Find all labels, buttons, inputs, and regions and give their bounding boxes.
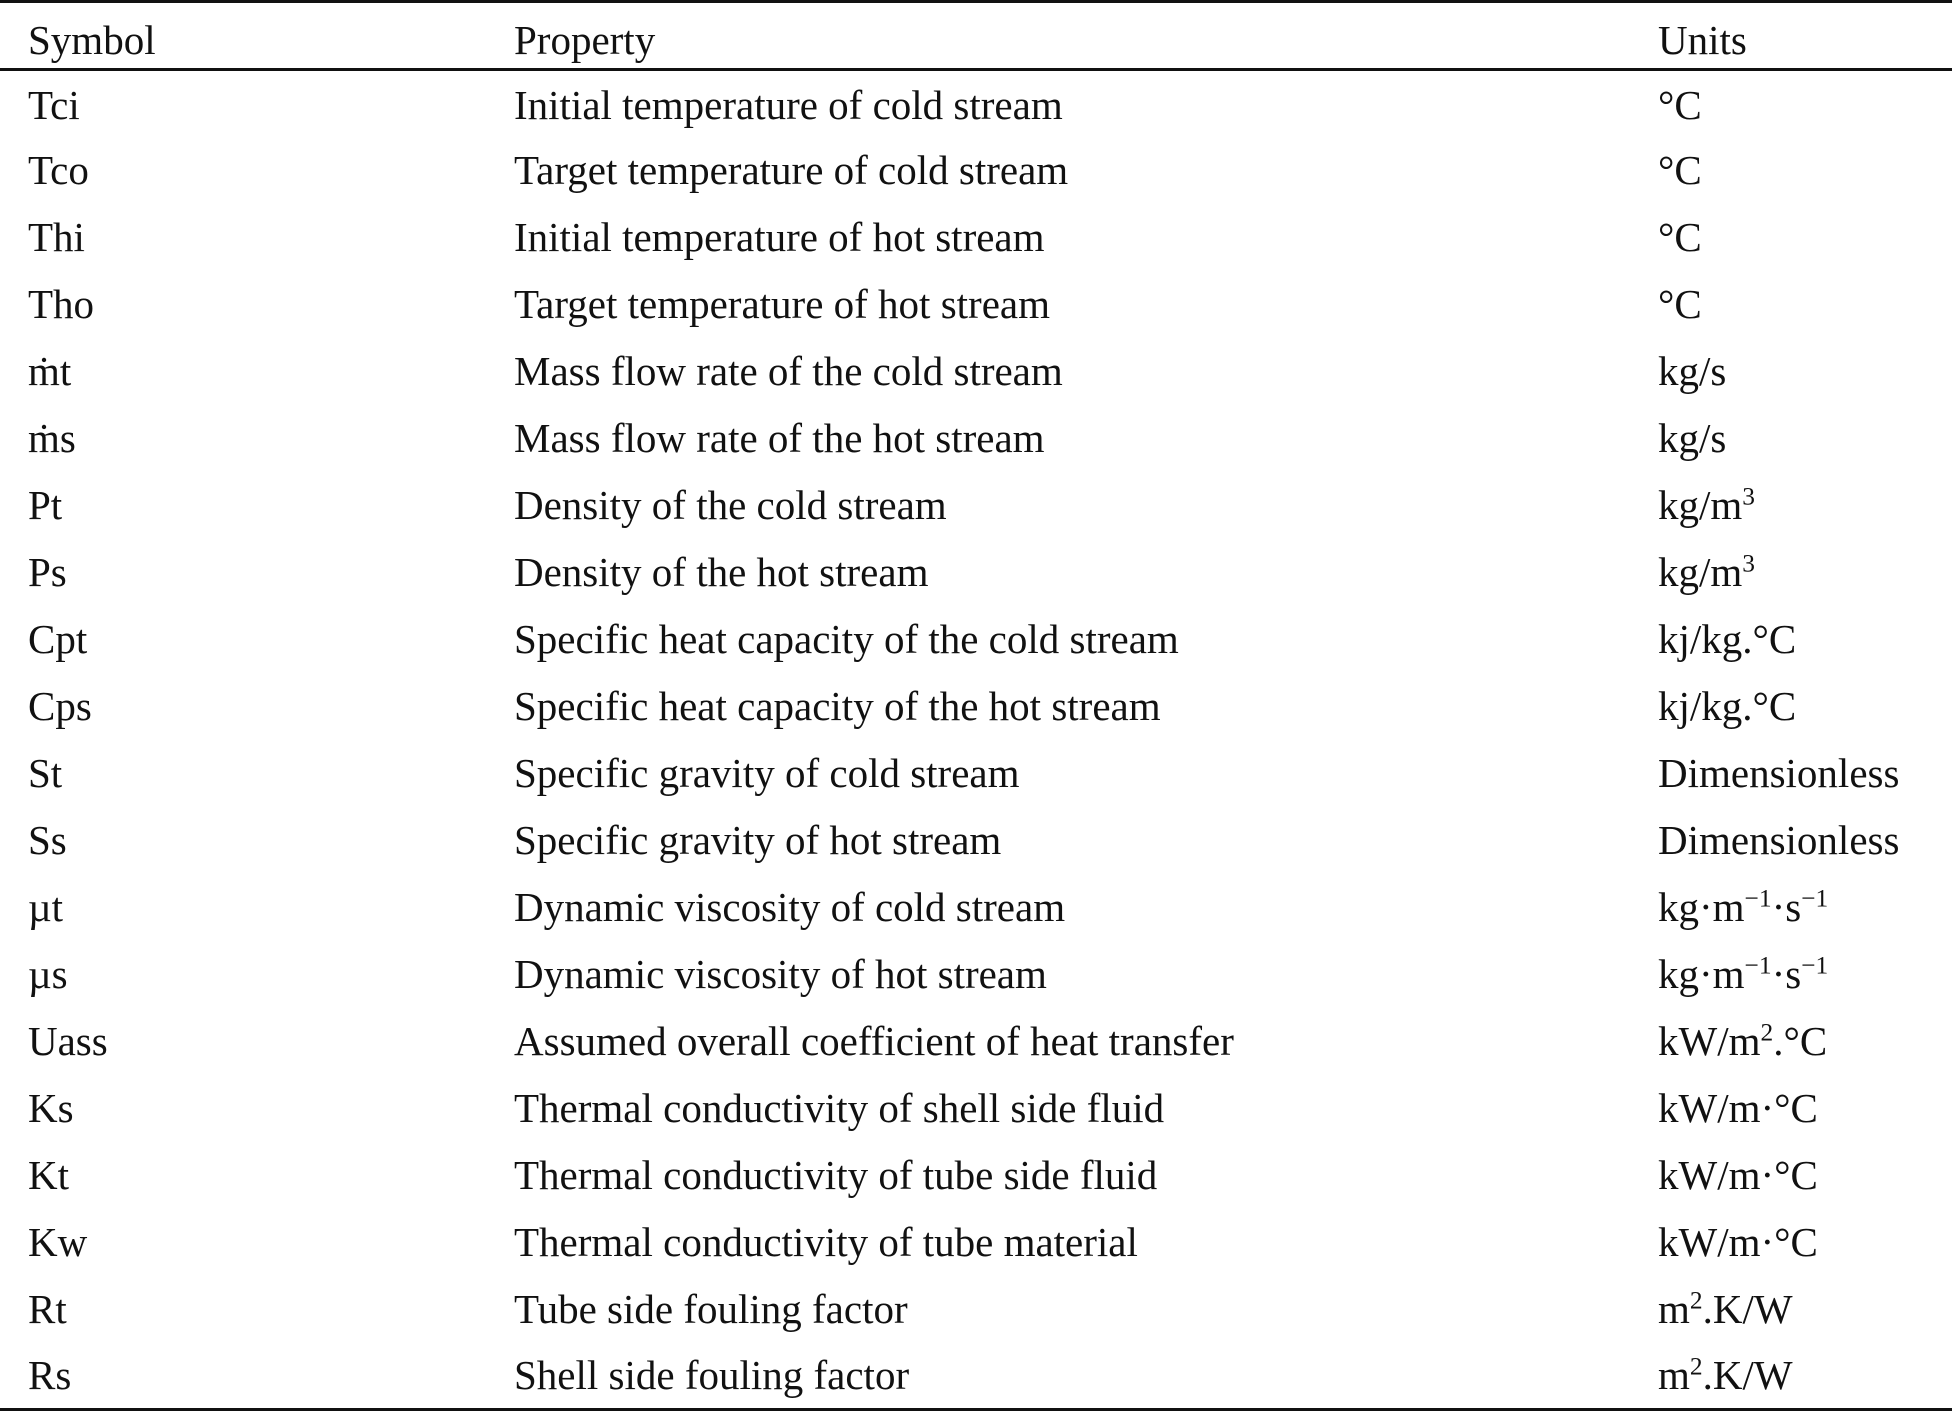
table-row (0, 338, 1952, 405)
unit-cell (1658, 271, 1952, 338)
table-row (0, 1075, 1952, 1142)
header-units: Units (1658, 2, 1952, 70)
property-cell: Specific heat capacity of the cold stream (514, 616, 1179, 662)
table-row (0, 673, 1952, 740)
table-row (0, 1343, 1952, 1410)
property-cell: Thermal conductivity of tube material (514, 1219, 1138, 1265)
property-cell: Specific heat capacity of the hot stream (514, 683, 1161, 729)
table-header (0, 2, 1952, 70)
property-cell: Shell side fouling factor (514, 1343, 1658, 1410)
property-cell: Density of the cold stream (514, 482, 947, 528)
symbol-cell: µt (28, 884, 64, 930)
table-row (0, 472, 1952, 539)
table-row (0, 740, 1952, 807)
unit-cell (1658, 1343, 1952, 1410)
unit-base: °C (1658, 81, 1702, 128)
property-cell: Mass flow rate of the cold stream (514, 348, 1063, 394)
table-row (0, 1142, 1952, 1209)
unit-tail: ·s (1771, 951, 1802, 997)
property-cell: Initial temperature of hot stream (514, 214, 1045, 260)
unit-superscript: 3 (1742, 549, 1755, 578)
unit-cell (1658, 1008, 1952, 1075)
header-symbol: Symbol (0, 2, 514, 70)
unit-base: °C (1658, 147, 1702, 193)
unit-superscript: −1 (1801, 884, 1829, 913)
symbol-cell: ṁs (28, 415, 76, 461)
unit-superscript: −1 (1744, 884, 1772, 913)
symbol-cell: Kw (28, 1219, 88, 1265)
unit-base: °C (1658, 281, 1702, 327)
unit-cell (1658, 204, 1952, 271)
unit-base: kg/s (1658, 348, 1727, 394)
unit-tail: .K/W (1702, 1286, 1793, 1332)
unit-cell (1658, 941, 1952, 1008)
table-row (0, 70, 1952, 137)
table-row (0, 606, 1952, 673)
unit-superscript: 3 (1742, 482, 1755, 511)
unit-cell (1658, 606, 1952, 673)
unit-base: kW/m·°C (1658, 1152, 1818, 1198)
unit-superscript: 2 (1760, 1018, 1774, 1047)
unit-cell (1658, 1142, 1952, 1209)
unit-tail: .°C (1773, 1018, 1828, 1064)
table-row (0, 807, 1952, 874)
unit-base: kg/m (1658, 549, 1743, 595)
symbol-cell: Tco (28, 147, 89, 193)
property-cell: Assumed overall coefficient of heat transfer (514, 1018, 1234, 1064)
unit-base: kW/m·°C (1658, 1219, 1818, 1265)
unit-cell (1658, 807, 1952, 874)
table-row (0, 874, 1952, 941)
symbol-cell: Cpt (28, 616, 88, 662)
symbol-cell: Thi (28, 214, 85, 260)
unit-cell (1658, 137, 1952, 204)
unit-base: °C (1658, 214, 1702, 260)
property-cell: Mass flow rate of the hot stream (514, 415, 1045, 461)
property-cell: Dynamic viscosity of hot stream (514, 951, 1047, 997)
symbol-cell: Rs (0, 1343, 514, 1410)
unit-cell (1658, 1276, 1952, 1343)
unit-tail: .K/W (1702, 1352, 1793, 1399)
property-cell: Tube side fouling factor (514, 1286, 908, 1332)
unit-cell (1658, 539, 1952, 606)
table-row (0, 405, 1952, 472)
symbol-cell: Ks (28, 1085, 74, 1131)
unit-base: kW/m·°C (1658, 1085, 1818, 1131)
unit-base: kg/m (1658, 482, 1743, 528)
unit-superscript: 2 (1689, 1286, 1703, 1315)
unit-cell (1658, 338, 1952, 405)
table-body (0, 70, 1952, 1410)
unit-cell (1658, 472, 1952, 539)
unit-base: Dimensionless (1658, 817, 1900, 863)
property-cell: Thermal conductivity of tube side fluid (514, 1152, 1158, 1198)
unit-base: kg·m (1658, 884, 1745, 930)
table-row (0, 1209, 1952, 1276)
property-cell: Initial temperature of cold stream (514, 81, 1063, 128)
unit-superscript: −1 (1801, 951, 1829, 980)
symbol-cell: Kt (28, 1152, 69, 1198)
table-row (0, 271, 1952, 338)
table-row (0, 941, 1952, 1008)
unit-cell (1658, 405, 1952, 472)
table-row (0, 204, 1952, 271)
symbol-cell: ṁt (28, 348, 72, 394)
unit-cell (1658, 673, 1952, 740)
property-cell: Specific gravity of hot stream (514, 817, 1002, 863)
unit-base: kg·m (1658, 951, 1745, 997)
unit-cell (1658, 70, 1952, 137)
symbol-cell: µs (28, 951, 68, 997)
property-cell: Target temperature of hot stream (514, 281, 1050, 327)
table-row (0, 137, 1952, 204)
property-cell: Specific gravity of cold stream (514, 750, 1020, 796)
unit-base: kj/kg.°C (1658, 616, 1797, 662)
unit-base: m (1658, 1352, 1690, 1399)
symbol-cell: Pt (28, 482, 63, 528)
table-row (0, 539, 1952, 606)
unit-base: kW/m (1658, 1018, 1761, 1064)
unit-cell (1658, 874, 1952, 941)
header-property: Property (514, 2, 1658, 70)
table-row (0, 1276, 1952, 1343)
property-cell: Thermal conductivity of shell side fluid (514, 1085, 1165, 1131)
unit-tail: ·s (1771, 884, 1802, 930)
symbol-cell: Ps (28, 549, 67, 595)
symbol-cell: Cps (28, 683, 92, 729)
symbol-cell: St (28, 750, 63, 796)
unit-base: kg/s (1658, 415, 1727, 461)
unit-base: m (1658, 1286, 1690, 1332)
unit-base: Dimensionless (1658, 750, 1900, 796)
property-cell: Target temperature of cold stream (514, 147, 1069, 193)
symbol-cell: Uass (28, 1018, 108, 1064)
unit-superscript: −1 (1744, 951, 1772, 980)
symbol-cell: Tho (28, 281, 95, 327)
unit-base: kj/kg.°C (1658, 683, 1797, 729)
property-cell: Dynamic viscosity of cold stream (514, 884, 1066, 930)
header-row (0, 2, 1952, 70)
symbol-cell: Tci (28, 81, 80, 128)
symbol-cell: Rt (28, 1286, 67, 1332)
unit-superscript: 2 (1689, 1352, 1703, 1381)
symbol-cell: Ss (28, 817, 67, 863)
table-row (0, 1008, 1952, 1075)
unit-cell (1658, 1209, 1952, 1276)
unit-cell (1658, 1075, 1952, 1142)
property-cell: Density of the hot stream (514, 549, 929, 595)
unit-cell (1658, 740, 1952, 807)
